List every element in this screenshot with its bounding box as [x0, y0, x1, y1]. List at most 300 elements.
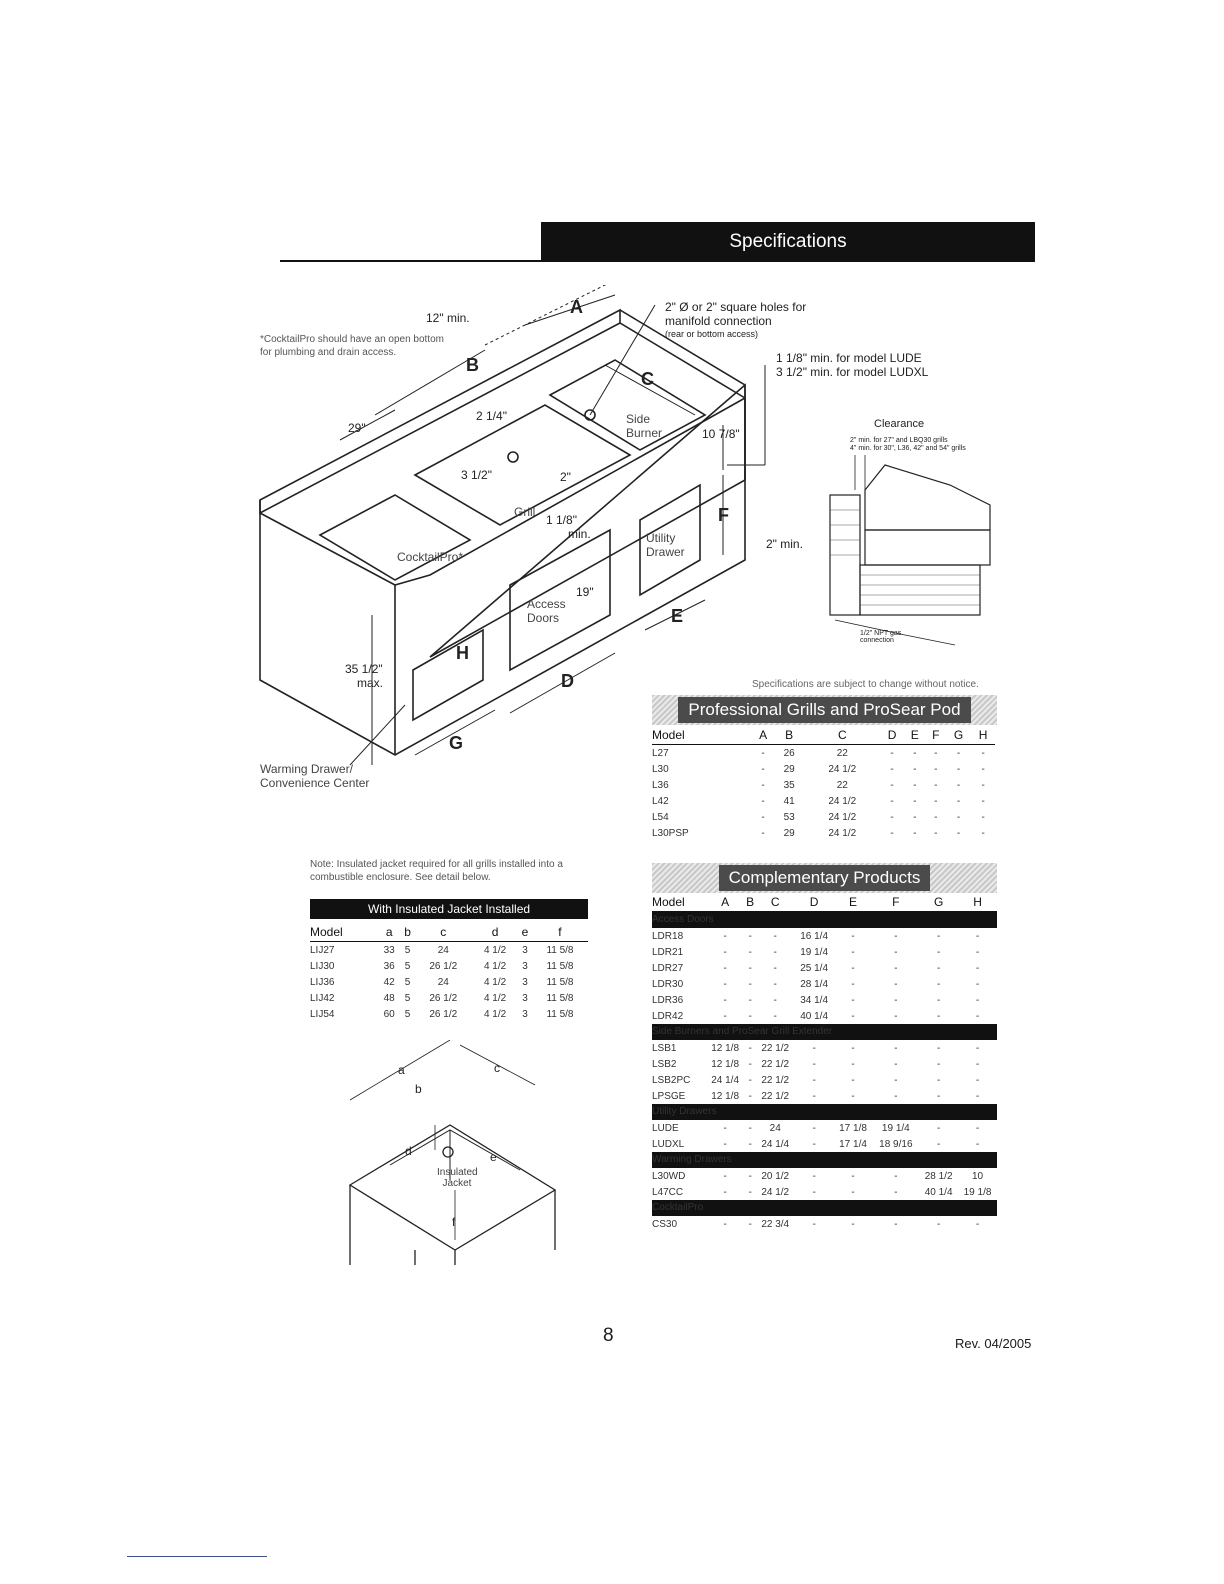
table-row [652, 1216, 997, 1232]
model-cell: L30 [652, 763, 669, 775]
access-doors-label: Access Doors [527, 597, 566, 625]
min12-label: 12" min. [426, 311, 470, 325]
table-row [652, 1168, 997, 1184]
table-row [652, 825, 995, 841]
pro-table-title-band [652, 695, 997, 725]
column-header: H [971, 726, 995, 745]
value-cell: - [975, 1138, 980, 1150]
value-cell: - [913, 779, 917, 791]
letter-g: G [449, 733, 464, 753]
value-cell: 4 1/2 [483, 976, 507, 988]
table-row [652, 1088, 997, 1104]
table-row [652, 1120, 997, 1136]
letter-e: E [671, 606, 684, 626]
value-cell: - [890, 827, 894, 839]
value-cell: 60 [383, 1008, 395, 1020]
value-cell: - [748, 946, 752, 958]
value-cell: - [975, 1122, 980, 1134]
section-header-row [652, 1152, 997, 1168]
column-header: F [872, 893, 919, 912]
comp-table-title-band [652, 863, 997, 893]
value-cell: - [748, 930, 752, 942]
value-cell: 24 1/2 [828, 811, 857, 823]
value-cell: - [890, 747, 894, 759]
gas-connection-label: 1/2" NPT gas connection [860, 630, 902, 644]
value-cell: 41 [783, 795, 795, 807]
value-cell: - [851, 946, 855, 958]
clearance-title: Clearance [874, 418, 925, 430]
value-cell: - [748, 1170, 752, 1182]
column-header: a [378, 923, 401, 942]
letter-b: B [466, 355, 479, 375]
page-number: 8 [603, 1325, 614, 1346]
value-cell: - [956, 747, 961, 759]
value-cell: - [956, 827, 961, 839]
footer-link-rule [127, 1556, 267, 1557]
jacket-diagram [320, 1040, 580, 1270]
revision: Rev. 04/2005 [955, 1336, 1032, 1351]
model-cell: LSB1 [652, 1042, 677, 1054]
value-cell: - [894, 1074, 898, 1086]
value-cell: - [894, 994, 898, 1006]
value-cell: - [936, 1042, 941, 1054]
comp-table-header [652, 893, 997, 912]
value-cell: - [975, 1010, 980, 1022]
table-row [310, 974, 588, 990]
model-cell: LDR27 [652, 962, 684, 974]
value-cell: 26 1/2 [429, 960, 458, 972]
value-cell: 28 1/2 [924, 1170, 953, 1182]
value-cell: - [748, 978, 752, 990]
value-cell: 12 1/8 [711, 1090, 740, 1102]
table-row [652, 761, 995, 777]
column-header: H [958, 893, 997, 912]
section-header: Utility Drawers [652, 1104, 997, 1120]
value-cell: 16 1/4 [800, 930, 829, 942]
value-cell: - [723, 1170, 727, 1182]
table-row [310, 1006, 588, 1022]
column-header: B [774, 726, 804, 745]
section-header: Access Doors [652, 912, 997, 929]
value-cell: - [748, 1138, 752, 1150]
value-cell: 36 [383, 960, 395, 972]
column-header: D [880, 726, 904, 745]
column-header: Model [652, 726, 752, 745]
column-header: C [804, 726, 880, 745]
model-cell: LIJ36 [310, 976, 335, 988]
section-header: CocktailPro [652, 1200, 997, 1216]
value-cell: 3 [522, 976, 528, 988]
table-row [652, 1136, 997, 1152]
section-header [541, 222, 1035, 262]
column-header: A [706, 893, 745, 912]
value-cell: - [723, 978, 727, 990]
value-cell: - [975, 1058, 980, 1070]
dim-29: 29" [348, 421, 366, 435]
model-cell: L30PSP [652, 827, 689, 839]
table-row [652, 793, 995, 809]
letter-h: H [456, 643, 469, 663]
value-cell: - [936, 930, 941, 942]
value-cell: - [773, 994, 777, 1006]
model-cell: LSB2 [652, 1058, 677, 1070]
model-cell: LSB2PC [652, 1074, 691, 1086]
value-cell: - [936, 946, 941, 958]
value-cell: - [851, 1186, 855, 1198]
table-row [652, 928, 997, 944]
value-cell: - [773, 930, 777, 942]
model-cell: L27 [652, 747, 669, 759]
model-cell: LDR30 [652, 978, 684, 990]
value-cell: 24 [769, 1122, 781, 1134]
value-cell: - [894, 1090, 898, 1102]
column-header: A [752, 726, 774, 745]
column-header: Model [652, 893, 706, 912]
value-cell: - [894, 946, 898, 958]
value-cell: - [956, 763, 961, 775]
value-cell: - [761, 827, 765, 839]
manifold-hole [508, 452, 518, 462]
value-cell: - [975, 1218, 980, 1230]
value-cell: 40 1/4 [800, 1010, 829, 1022]
value-cell: 4 1/2 [483, 944, 507, 956]
column-header: e [518, 923, 532, 942]
table-row [652, 1040, 997, 1056]
value-cell: - [851, 1058, 855, 1070]
column-header: E [834, 893, 873, 912]
value-cell: - [851, 1090, 855, 1102]
value-cell: - [761, 747, 765, 759]
clearance-line2: 4" min. for 30", L36, 42" and 54" grills [850, 445, 966, 452]
warming-drawer-label: Warming Drawer/ Convenience Center [260, 762, 370, 790]
value-cell: 22 1/2 [761, 1042, 790, 1054]
model-cell: L54 [652, 811, 669, 823]
value-cell: - [761, 811, 765, 823]
value-cell: - [934, 779, 938, 791]
value-cell: 22 [836, 779, 848, 791]
cocktail-note: *CocktailPro should have an open bottom for plumbing and drain access. [260, 334, 445, 358]
model-cell: LDR21 [652, 946, 684, 958]
dim-3512: 35 1/2" [345, 662, 383, 676]
value-cell: 17 1/8 [839, 1122, 867, 1134]
value-cell: 12 1/8 [711, 1058, 740, 1070]
value-cell: - [851, 1042, 855, 1054]
value-cell: 24 1/2 [761, 1186, 790, 1198]
warming-drawer-opening [413, 630, 483, 720]
value-cell: - [851, 962, 855, 974]
value-cell: 5 [404, 960, 411, 972]
value-cell: - [936, 1122, 941, 1134]
value-cell: 24 1/4 [711, 1074, 740, 1086]
value-cell: - [975, 1090, 980, 1102]
value-cell: - [723, 930, 727, 942]
value-cell: - [748, 1218, 752, 1230]
value-cell: - [975, 1074, 980, 1086]
value-cell: 22 3/4 [761, 1218, 790, 1230]
value-cell: 48 [383, 992, 395, 1004]
cocktailpro-label: CocktailPro* [397, 550, 464, 564]
value-cell: - [748, 1122, 752, 1134]
insulated-table-title: With Insulated Jacket Installed [367, 902, 531, 916]
lude-note: 1 1/8" min. for model LUDE [776, 351, 922, 365]
value-cell: - [894, 1218, 898, 1230]
value-cell: - [975, 962, 980, 974]
value-cell: - [723, 946, 727, 958]
value-cell: - [936, 1090, 941, 1102]
insulated-note: Note: Insulated jacket required for all grills installed into a combustible enclosure. See detail below. [310, 859, 563, 883]
value-cell: - [936, 978, 941, 990]
value-cell: 12 1/8 [711, 1042, 740, 1054]
model-cell: LUDXL [652, 1138, 685, 1150]
value-cell: 24 [437, 944, 449, 956]
jacket-c: c [494, 1061, 500, 1075]
dim-1078: 10 7/8" [702, 427, 740, 441]
model-cell: LDR42 [652, 1010, 684, 1022]
value-cell: 18 9/16 [879, 1138, 913, 1150]
column-header: f [532, 923, 588, 942]
dim-2min: 2" min. [766, 537, 803, 551]
value-cell: 22 1/2 [761, 1090, 790, 1102]
value-cell: - [773, 978, 777, 990]
value-cell: - [851, 994, 855, 1006]
insulated-table [310, 923, 588, 1022]
value-cell: - [812, 1170, 816, 1182]
model-cell: LDR18 [652, 930, 684, 942]
value-cell: 29 [783, 827, 795, 839]
value-cell: - [773, 1010, 777, 1022]
value-cell: - [894, 1010, 898, 1022]
value-cell: - [851, 1074, 855, 1086]
table-row [652, 745, 995, 762]
value-cell: - [812, 1058, 816, 1070]
value-cell: - [773, 962, 777, 974]
value-cell: - [723, 1186, 727, 1198]
value-cell: - [723, 994, 727, 1006]
value-cell: - [761, 779, 765, 791]
value-cell: 11 5/8 [546, 992, 574, 1004]
value-cell: 4 1/2 [483, 1008, 507, 1020]
value-cell: - [913, 763, 917, 775]
value-cell: - [761, 763, 765, 775]
value-cell: - [851, 930, 855, 942]
value-cell: - [913, 795, 917, 807]
value-cell: 3 [522, 960, 528, 972]
value-cell: - [934, 811, 938, 823]
value-cell: - [723, 1010, 727, 1022]
value-cell: 4 1/2 [483, 992, 507, 1004]
table-row [652, 1072, 997, 1088]
column-header: Model [310, 923, 378, 942]
column-header: G [919, 893, 958, 912]
value-cell: 19 1/4 [800, 946, 829, 958]
value-cell: - [936, 1218, 941, 1230]
table-row [310, 942, 588, 959]
value-cell: 3 [522, 1008, 528, 1020]
section-title: Specifications [729, 231, 847, 252]
value-cell: 29 [783, 763, 795, 775]
value-cell: - [934, 795, 938, 807]
comp-table [652, 893, 997, 1232]
value-cell: 24 [437, 976, 449, 988]
value-cell: - [812, 1186, 816, 1198]
model-cell: LUDE [652, 1122, 679, 1134]
value-cell: - [761, 795, 765, 807]
value-cell: - [956, 811, 961, 823]
value-cell: 10 [971, 1170, 984, 1182]
value-cell: 11 5/8 [546, 976, 574, 988]
column-header: G [946, 726, 971, 745]
model-cell: L47CC [652, 1186, 684, 1198]
value-cell: 17 1/4 [839, 1138, 867, 1150]
value-cell: 26 [783, 747, 795, 759]
table-row [652, 960, 997, 976]
dim-19: 19" [576, 585, 594, 599]
value-cell: - [956, 779, 961, 791]
value-cell: - [723, 1122, 727, 1134]
column-header: B [745, 893, 756, 912]
value-cell: - [894, 1186, 898, 1198]
letter-a: A [570, 297, 583, 317]
insulated-table-title-bar [310, 899, 588, 919]
section-header: Side Burners and ProSear Grill Extender [652, 1024, 997, 1040]
value-cell: 24 1/2 [828, 827, 857, 839]
value-cell: - [890, 779, 894, 791]
value-cell: - [934, 827, 938, 839]
value-cell: 35 [783, 779, 795, 791]
model-cell: L30WD [652, 1170, 686, 1182]
value-cell: - [975, 994, 980, 1006]
value-cell: 20 1/2 [761, 1170, 790, 1182]
table-row [310, 990, 588, 1006]
model-cell: LIJ30 [310, 960, 335, 972]
clearance-line1: 2" min. for 27" and LBQ30 grills [850, 437, 948, 444]
value-cell: - [936, 1074, 941, 1086]
value-cell: 28 1/4 [800, 978, 829, 990]
comp-table-title: Complementary Products [719, 865, 931, 891]
value-cell: - [723, 962, 727, 974]
column-header: C [756, 893, 795, 912]
dim-118: 1 1/8" [546, 513, 577, 527]
value-cell: - [748, 1042, 752, 1054]
value-cell: - [748, 1090, 752, 1102]
table-row [652, 976, 997, 992]
value-cell: - [936, 1058, 941, 1070]
value-cell: - [851, 1218, 855, 1230]
value-cell: 3 [522, 992, 528, 1004]
manifold-sub: (rear or bottom access) [665, 329, 759, 339]
value-cell: 26 1/2 [429, 992, 458, 1004]
value-cell: - [981, 795, 985, 807]
value-cell: - [890, 811, 894, 823]
value-cell: 26 1/2 [429, 1008, 458, 1020]
value-cell: - [894, 1170, 898, 1182]
header-rule [280, 260, 1035, 262]
value-cell: 19 1/4 [881, 1122, 910, 1134]
value-cell: - [913, 747, 917, 759]
model-cell: L42 [652, 795, 669, 807]
value-cell: - [748, 1010, 752, 1022]
insulated-table-header [310, 923, 588, 942]
value-cell: - [812, 1122, 816, 1134]
letter-c: C [641, 369, 654, 389]
value-cell: - [723, 1218, 727, 1230]
value-cell: 22 [836, 747, 848, 759]
value-cell: - [936, 1010, 941, 1022]
model-cell: LIJ27 [310, 944, 335, 956]
jacket-e: e [490, 1150, 497, 1164]
table-row [652, 1008, 997, 1024]
value-cell: - [934, 763, 938, 775]
value-cell: - [934, 747, 938, 759]
value-cell: - [851, 1010, 855, 1022]
value-cell: 42 [383, 976, 395, 988]
value-cell: - [894, 978, 898, 990]
value-cell: - [812, 1074, 816, 1086]
section-header-row [652, 1104, 997, 1120]
section-header-row [652, 1200, 997, 1216]
value-cell: 3 [522, 944, 528, 956]
value-cell: - [894, 930, 898, 942]
table-row [652, 777, 995, 793]
value-cell: 24 1/4 [761, 1138, 790, 1150]
value-cell: 5 [404, 1008, 411, 1020]
value-cell: 5 [404, 992, 411, 1004]
model-cell: CS30 [652, 1218, 678, 1230]
value-cell: - [975, 930, 980, 942]
section-header: Warming Drawers [652, 1152, 997, 1168]
pro-table-header [652, 726, 995, 745]
value-cell: 25 1/4 [800, 962, 829, 974]
value-cell: - [812, 1090, 816, 1102]
column-header: F [926, 726, 946, 745]
value-cell: 22 1/2 [761, 1074, 790, 1086]
side-burner-label: Side Burner [626, 412, 663, 440]
value-cell: 22 1/2 [761, 1058, 790, 1070]
value-cell: 53 [783, 811, 795, 823]
value-cell: 34 1/4 [800, 994, 829, 1006]
value-cell: - [975, 946, 980, 958]
section-header-row [652, 1024, 997, 1040]
value-cell: - [812, 1042, 816, 1054]
clearance-diagram [825, 450, 1000, 650]
value-cell: - [894, 1058, 898, 1070]
value-cell: - [981, 747, 985, 759]
dim-max: max. [357, 676, 384, 690]
pro-table [652, 726, 995, 841]
value-cell: - [981, 763, 985, 775]
value-cell: - [981, 827, 985, 839]
cocktailpro-cutout [320, 495, 470, 580]
value-cell: - [894, 1042, 898, 1054]
table-row [652, 992, 997, 1008]
model-cell: L36 [652, 779, 669, 791]
value-cell: - [723, 1138, 727, 1150]
value-cell: 24 1/2 [828, 795, 857, 807]
value-cell: - [812, 1138, 816, 1150]
model-cell: LIJ42 [310, 992, 335, 1004]
value-cell: - [748, 1074, 752, 1086]
jacket-d: d [405, 1144, 412, 1158]
value-cell: 40 1/4 [924, 1186, 953, 1198]
manifold-note: 2" Ø or 2" square holes for manifold connection [665, 300, 807, 328]
utility-drawer-label: Utility Drawer [646, 531, 685, 559]
pro-table-title: Professional Grills and ProSear Pod [678, 697, 970, 723]
ludxl-note: 3 1/2" min. for model LUDXL [776, 365, 929, 379]
value-cell: 19 1/8 [963, 1186, 992, 1198]
table-row [652, 1056, 997, 1072]
value-cell: - [936, 1138, 941, 1150]
jacket-label: Insulated Jacket [437, 1167, 478, 1189]
